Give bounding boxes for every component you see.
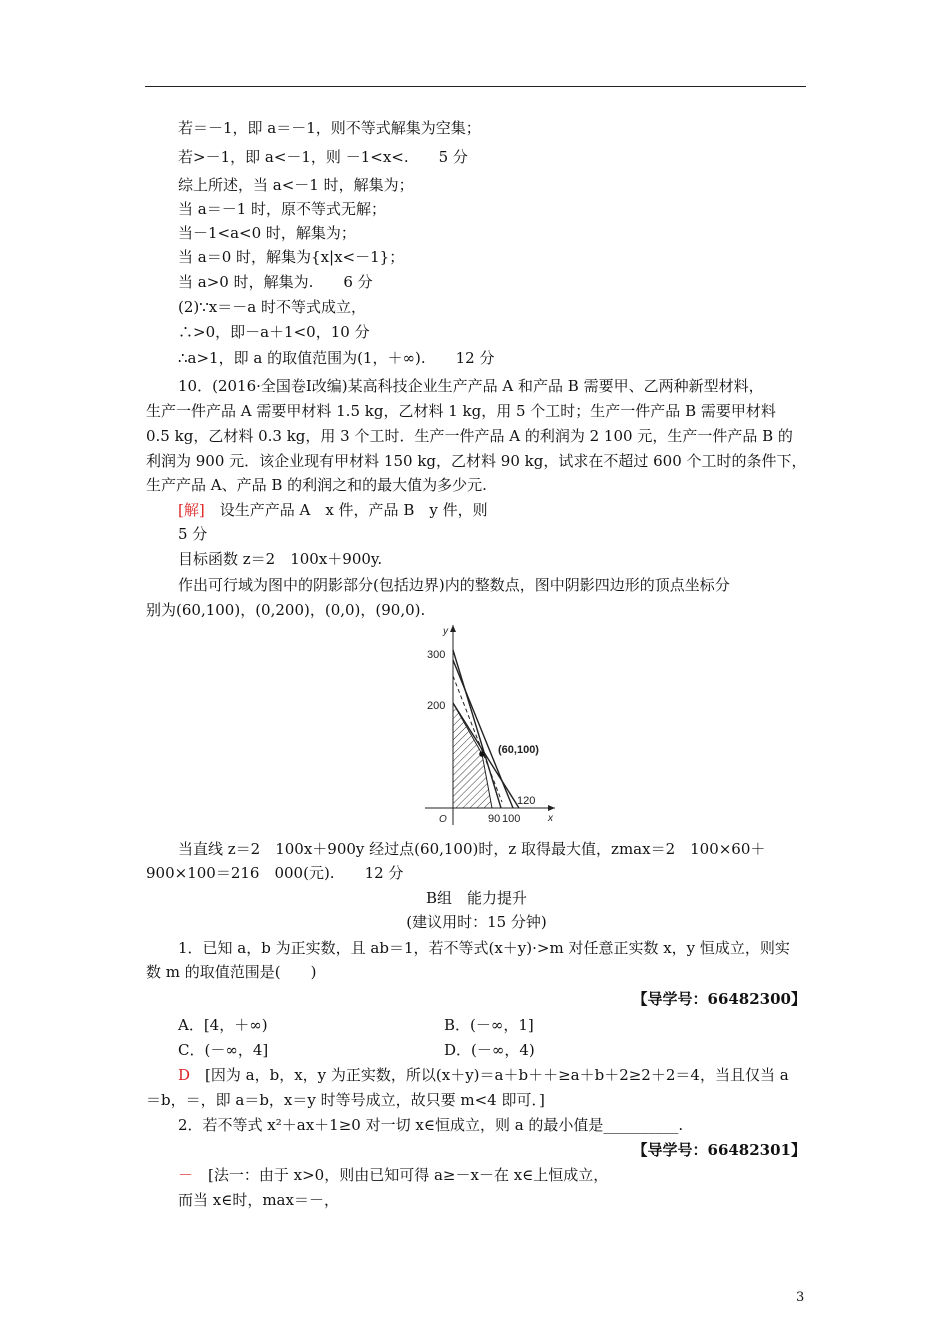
text-line: [178, 375, 764, 397]
line-text: 当－1<a<0 时，解集为；: [178, 224, 356, 242]
line-text: 作出可行域为图中的阴影部分(包括边界)内的整数点，图中阴影四边形的顶点坐标分: [178, 576, 730, 594]
line-text: 当 a＝0 时，解集为{x|x<－1}；: [178, 248, 405, 266]
text-line: [146, 862, 403, 884]
header-rule: [145, 86, 806, 87]
line-text: 别为(60,100)，(0,200)，(0,0)，(90,0).: [146, 601, 426, 619]
text-line: [178, 246, 404, 268]
line-text: 2．若不等式 x²＋ax＋1≥0 对一切 x∈恒成立，则 a 的最小值是__________.: [178, 1116, 684, 1134]
text-line: [178, 499, 488, 521]
line-text: ∴>0，即－a＋1<0，10 分: [178, 323, 370, 341]
text-line: [178, 1064, 789, 1086]
text-line: [178, 1014, 268, 1036]
y-tick-200: 200: [427, 700, 446, 712]
text-line: [178, 1114, 683, 1136]
text-line: [146, 961, 316, 983]
line-text: 10．(2016·全国卷Ⅰ改编)某高科技企业生产产品 A 和产品 B 需要甲、乙两种新型材料，: [178, 377, 764, 395]
text-line: [178, 146, 468, 168]
text-line: [178, 271, 373, 293]
line-text: 综上所述，当 a<－1 时，解集为；: [178, 176, 414, 194]
section-time: (建议用时：15 分钟): [406, 913, 547, 931]
text-line: [146, 425, 793, 447]
choice-option: D．(－∞，4): [444, 1041, 535, 1059]
line-text: C．(－∞，4]: [178, 1041, 269, 1059]
text-line: [178, 296, 366, 318]
text-line: [178, 174, 414, 196]
text-line: [178, 548, 382, 570]
line-text: 若＝－1，即 a＝－1，则不等式解集为空集；: [178, 119, 481, 137]
answer-marker: [解]: [178, 501, 220, 519]
choice-option: B．(－∞，1]: [444, 1016, 534, 1034]
text-line: [178, 574, 730, 596]
line-text: 而当 x∈时，max＝－，: [178, 1191, 339, 1209]
text-line: [178, 937, 790, 959]
text-line: [178, 347, 494, 369]
line-text: [法一：由于 x>0，则由已知可得 a≥－x－在 x∈上恒成立，: [208, 1166, 609, 1184]
line-text: 当直线 z＝2 100x＋900y 经过点(60,100)时，z 取得最大值，zmax＝2 100×60＋: [178, 840, 766, 858]
answer-marker: D: [178, 1066, 206, 1084]
line-text: (2)∵x＝－a 时不等式成立，: [178, 298, 366, 316]
x-tick-120: 120: [517, 795, 536, 807]
guide-number-1: 【导学号：66482300】: [632, 990, 806, 1008]
line-text: 0.5 kg，乙材料 0.3 kg，用 3 个工时．生产一件产品 A 的利润为 2 100 元，生产一件产品 B 的: [146, 427, 793, 445]
text-line: [178, 523, 207, 545]
text-line: [146, 1089, 545, 1111]
line-text: 1．已知 a，b 为正实数，且 ab＝1，若不等式(x＋y)·>m 对任意正实数 x，y 恒成立，则实: [178, 939, 790, 957]
line-text: 设生产产品 A x 件，产品 B y 件，则: [219, 501, 488, 519]
text-line: [178, 1039, 268, 1061]
line-text: [因为 a，b，x，y 为正实数，所以(x＋y)＝a＋b＋＋≥a＋b＋2≥2＋2＝4，当且仅当 a: [205, 1066, 789, 1084]
line-text: 数 m 的取值范围是( ): [146, 963, 317, 981]
text-line: [178, 222, 356, 244]
point-label: (60,100): [498, 744, 539, 756]
line-text: 若>－1，即 a<－1，则 －1<x<. 5 分: [178, 148, 468, 166]
text-line: [178, 838, 765, 860]
text-line: [178, 321, 370, 343]
line-text: 当 a＝－1 时，原不等式无解；: [178, 200, 387, 218]
text-line: [146, 599, 425, 621]
answer-marker: －: [178, 1166, 209, 1184]
x-tick-100: 100: [502, 813, 521, 825]
line-text: 当 a>0 时，解集为. 6 分: [178, 273, 373, 291]
line-text: ∴a>1，即 a 的取值范围为(1，＋∞). 12 分: [178, 349, 495, 367]
text-line: [178, 117, 481, 139]
guide-number-2: 【导学号：66482301】: [632, 1141, 806, 1159]
text-line: [146, 450, 807, 472]
optimal-point: [479, 751, 485, 757]
line-text: 900×100＝216 000(元). 12 分: [146, 864, 404, 882]
x-tick-90: 90: [488, 813, 501, 825]
page-number: 3: [796, 1290, 805, 1305]
line-text: ＝b，＝，即 a＝b，x＝y 时等号成立，故只要 m<4 即可．]: [146, 1091, 545, 1109]
line-text: A．[4，＋∞): [178, 1016, 268, 1034]
text-line: [146, 474, 487, 496]
text-line: [178, 1164, 608, 1186]
y-axis-label: y: [443, 626, 448, 637]
section-title: B组 能力提升: [425, 889, 528, 907]
text-line: [178, 198, 386, 220]
line-text: 生产产品 A、产品 B 的利润之和的最大值为多少元.: [146, 476, 487, 494]
x-axis-label: x: [548, 813, 553, 824]
y-tick-300: 300: [427, 649, 446, 661]
feasible-region-figure: [410, 620, 570, 834]
line-text: 利润为 900 元．该企业现有甲材料 150 kg，乙材料 90 kg，试求在不超过 600 个工时的条件下，: [146, 452, 807, 470]
text-line: [178, 1189, 339, 1211]
origin-label: O: [439, 814, 447, 825]
line-text: 5 分: [178, 525, 208, 543]
line-text: 目标函数 z＝2 100x＋900y.: [178, 550, 383, 568]
line-text: 生产一件产品 A 需要甲材料 1.5 kg，乙材料 1 kg，用 5 个工时；生产一件产品 B 需要甲材料: [146, 402, 776, 420]
text-line: [146, 400, 776, 422]
